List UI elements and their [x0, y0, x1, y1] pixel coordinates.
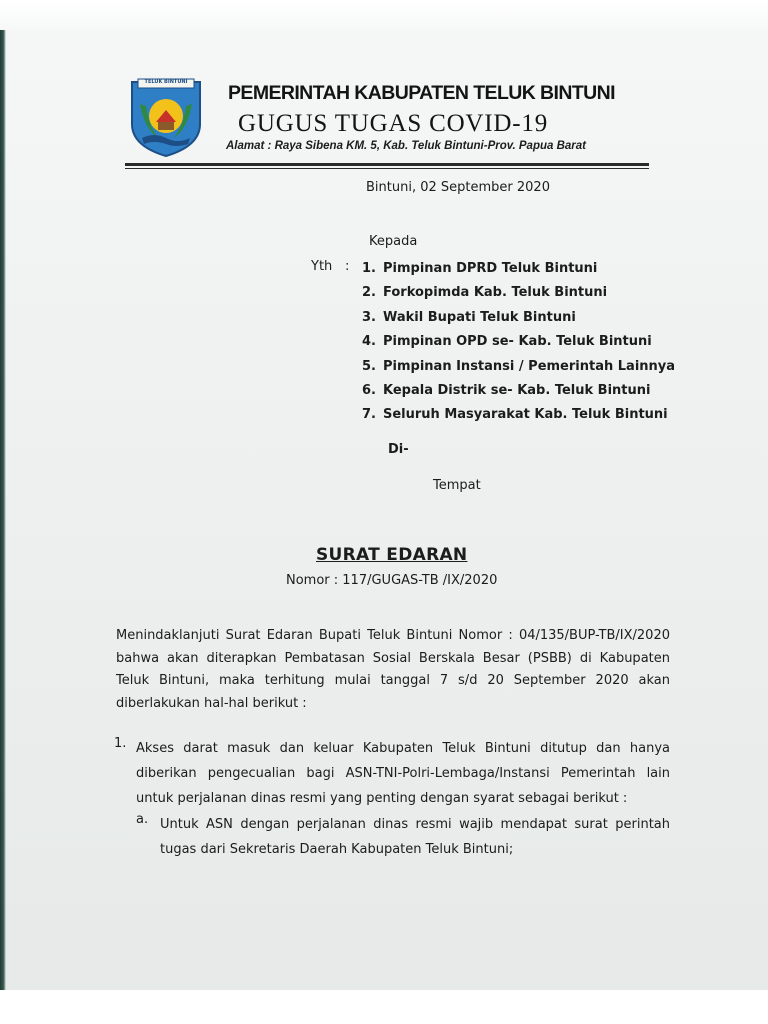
teluk-bintuni-emblem — [128, 76, 204, 158]
subitem-text: Untuk ASN dengan perjalanan dinas resmi wajib mendapat surat perintah tugas dari Sekretaris Daerah Kabupaten Teluk Bintuni; — [160, 817, 670, 857]
recipient-item — [362, 281, 675, 305]
recipient-item — [362, 306, 675, 330]
intro-paragraph: Menindaklanjuti Surat Edaran Bupati Teluk Bintuni Nomor : 04/135/BUP-TB/IX/2020 bahwa akan diterapkan Pembatasan Sosial Berskala Besar (PSBB) di Kabupaten Teluk Bintuni, maka terhitung mulai tanggal 7 s/d 20 September 2020 akan diberlakukan hal-hal berikut : — [116, 628, 670, 711]
recipient-text: Seluruh Masyarakat Kab. Teluk Bintuni — [383, 407, 668, 423]
tempat-label: Tempat — [433, 478, 481, 493]
page-top-band — [0, 0, 768, 30]
letterhead-rule-thick — [125, 163, 649, 166]
letterhead-task-force-name: GUGUS TUGAS COVID-19 — [238, 110, 548, 137]
recipient-number: 1. — [362, 261, 376, 276]
letterhead-rule-thin — [125, 168, 649, 169]
recipient-number: 5. — [362, 358, 376, 374]
item-number: 1. — [114, 736, 127, 751]
di-label: Di- — [388, 442, 409, 457]
item-text: Akses darat masuk dan keluar Kabupaten Teluk Bintuni ditutup dan hanya diberikan pengecualian bagi ASN-TNI-Polri-Lembaga/Instansi Pemerintah lain untuk perjalanan dinas resmi yang penting dengan syarat sebagai berikut : — [136, 741, 670, 806]
recipient-text: Pimpinan Instansi / Pemerintah Lainnya — [383, 358, 676, 374]
recipient-text: Pimpinan DPRD Teluk Bintuni — [383, 261, 598, 276]
page-bottom-band — [0, 990, 768, 1024]
document-number: Nomor : 117/GUGAS-TB /IX/2020 — [286, 573, 498, 588]
subitem-letter: a. — [136, 812, 149, 827]
emblem-base — [158, 122, 174, 130]
recipient-item — [362, 403, 675, 427]
recipient-item — [362, 257, 675, 281]
recipient-number: 6. — [362, 382, 376, 398]
scan-left-edge — [0, 30, 6, 990]
recipient-text: Wakil Bupati Teluk Bintuni — [383, 309, 576, 325]
recipient-item — [362, 330, 675, 354]
recipient-number: 7. — [362, 407, 376, 423]
recipient-text: Kepala Distrik se- Kab. Teluk Bintuni — [383, 382, 651, 398]
recipient-number: 3. — [362, 309, 376, 325]
document-title: SURAT EDARAN — [316, 545, 468, 565]
recipient-list — [362, 257, 675, 428]
recipient-text: Pimpinan OPD se- Kab. Teluk Bintuni — [383, 334, 652, 350]
recipient-item — [362, 355, 675, 379]
recipient-number: 4. — [362, 334, 376, 350]
kepada-label: Kepada — [369, 234, 418, 249]
letter-date: Bintuni, 02 September 2020 — [366, 180, 550, 195]
emblem-label: TELUK BINTUNI — [144, 79, 188, 85]
recipient-number: 2. — [362, 285, 376, 301]
letterhead-government-name: PEMERINTAH KABUPATEN TELUK BINTUNI — [228, 82, 615, 104]
recipient-item — [362, 379, 675, 403]
recipient-text: Forkopimda Kab. Teluk Bintuni — [383, 285, 608, 301]
yth-label: Yth — [311, 259, 333, 274]
yth-colon: : — [345, 259, 350, 274]
letterhead-address: Alamat : Raya Sibena KM. 5, Kab. Teluk Bintuni-Prov. Papua Barat — [226, 140, 586, 152]
